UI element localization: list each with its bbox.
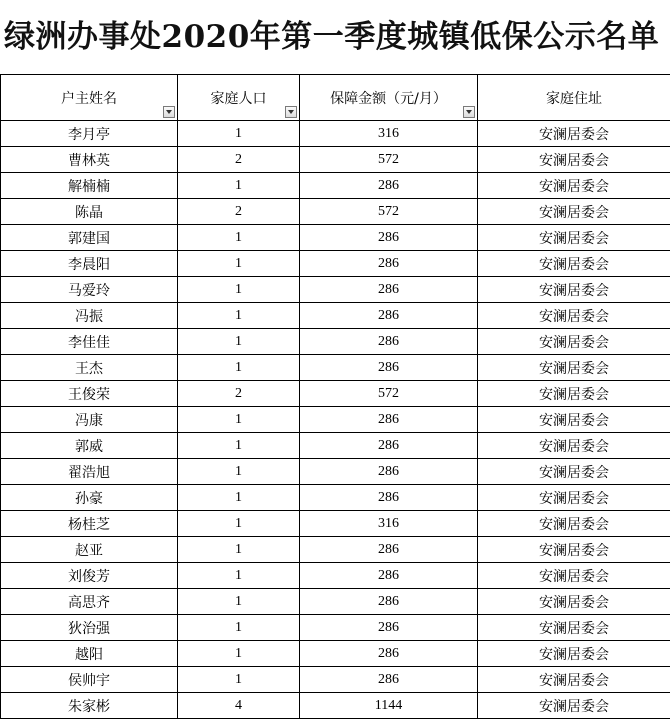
cell-people[interactable]: 1: [178, 615, 300, 641]
column-header-label: 户主姓名: [61, 90, 117, 107]
cell-people[interactable]: 1: [178, 459, 300, 485]
cell-name[interactable]: 侯帅宇: [1, 667, 178, 693]
cell-address[interactable]: 安澜居委会: [478, 303, 670, 329]
cell-amount[interactable]: 286: [300, 277, 478, 303]
cell-address[interactable]: 安澜居委会: [478, 537, 670, 563]
table-row: [1, 251, 670, 277]
cell-address[interactable]: 安澜居委会: [478, 173, 670, 199]
cell-name[interactable]: 越阳: [1, 641, 178, 667]
table-row: [1, 459, 670, 485]
table-row: [1, 173, 670, 199]
table-row: [1, 589, 670, 615]
cell-people[interactable]: 1: [178, 537, 300, 563]
cell-name[interactable]: 解楠楠: [1, 173, 178, 199]
cell-amount[interactable]: 572: [300, 381, 478, 407]
cell-address[interactable]: 安澜居委会: [478, 615, 670, 641]
cell-address[interactable]: 安澜居委会: [478, 563, 670, 589]
cell-amount[interactable]: 286: [300, 563, 478, 589]
cell-amount[interactable]: 286: [300, 641, 478, 667]
cell-address[interactable]: 安澜居委会: [478, 693, 670, 719]
cell-address[interactable]: 安澜居委会: [478, 407, 670, 433]
cell-amount[interactable]: 286: [300, 433, 478, 459]
cell-address[interactable]: 安澜居委会: [478, 225, 670, 251]
cell-name[interactable]: 杨桂芝: [1, 511, 178, 537]
table-row: [1, 485, 670, 511]
cell-amount[interactable]: 286: [300, 329, 478, 355]
table-row: [1, 667, 670, 693]
cell-name[interactable]: 朱家彬: [1, 693, 178, 719]
cell-address[interactable]: 安澜居委会: [478, 641, 670, 667]
cell-address[interactable]: 安澜居委会: [478, 667, 670, 693]
cell-people[interactable]: 1: [178, 277, 300, 303]
cell-address[interactable]: 安澜居委会: [478, 459, 670, 485]
cell-amount[interactable]: 1144: [300, 693, 478, 719]
cell-amount[interactable]: 286: [300, 355, 478, 381]
cell-people[interactable]: 1: [178, 121, 300, 147]
cell-people[interactable]: 1: [178, 251, 300, 277]
cell-address[interactable]: 安澜居委会: [478, 355, 670, 381]
cell-name[interactable]: 狄治强: [1, 615, 178, 641]
cell-people[interactable]: 1: [178, 641, 300, 667]
cell-people[interactable]: 2: [178, 381, 300, 407]
column-header-people: [178, 75, 300, 121]
cell-people[interactable]: 1: [178, 225, 300, 251]
table-row: [1, 277, 670, 303]
cell-amount[interactable]: 286: [300, 537, 478, 563]
filter-dropdown-icon[interactable]: [285, 106, 297, 118]
header-row: [1, 75, 670, 121]
cell-amount[interactable]: 286: [300, 589, 478, 615]
cell-amount[interactable]: 286: [300, 485, 478, 511]
table-row: [1, 381, 670, 407]
cell-name[interactable]: 赵亚: [1, 537, 178, 563]
cell-address[interactable]: 安澜居委会: [478, 277, 670, 303]
cell-people[interactable]: 4: [178, 693, 300, 719]
cell-name[interactable]: 郭建国: [1, 225, 178, 251]
column-header-label: 家庭人口: [210, 90, 267, 107]
cell-name[interactable]: 曹林英: [1, 147, 178, 173]
cell-people[interactable]: 1: [178, 329, 300, 355]
filter-dropdown-icon[interactable]: [163, 106, 175, 118]
data-table: [0, 74, 670, 719]
cell-name[interactable]: 冯康: [1, 407, 178, 433]
table-row: [1, 563, 670, 589]
cell-amount[interactable]: 286: [300, 225, 478, 251]
cell-people[interactable]: 1: [178, 173, 300, 199]
cell-address[interactable]: 安澜居委会: [478, 589, 670, 615]
column-header-address: [478, 75, 670, 121]
cell-amount[interactable]: 286: [300, 173, 478, 199]
cell-amount[interactable]: 286: [300, 251, 478, 277]
table-row: [1, 355, 670, 381]
filter-dropdown-icon[interactable]: [463, 106, 475, 118]
cell-people[interactable]: 2: [178, 147, 300, 173]
cell-address[interactable]: 安澜居委会: [478, 199, 670, 225]
table-row: [1, 693, 670, 719]
cell-name[interactable]: 翟浩旭: [1, 459, 178, 485]
cell-amount[interactable]: 286: [300, 615, 478, 641]
cell-name[interactable]: 马爱玲: [1, 277, 178, 303]
cell-amount[interactable]: 286: [300, 667, 478, 693]
table-row: [1, 511, 670, 537]
table-row: [1, 537, 670, 563]
cell-people[interactable]: 1: [178, 407, 300, 433]
cell-name[interactable]: 陈晶: [1, 199, 178, 225]
cell-amount[interactable]: 286: [300, 407, 478, 433]
table-row: [1, 225, 670, 251]
cell-people[interactable]: 1: [178, 589, 300, 615]
column-header-amount: [300, 75, 478, 121]
cell-people[interactable]: 1: [178, 433, 300, 459]
cell-name[interactable]: 李月亭: [1, 121, 178, 147]
table-row: [1, 121, 670, 147]
cell-name[interactable]: 刘俊芳: [1, 563, 178, 589]
cell-amount[interactable]: 286: [300, 459, 478, 485]
column-header-label: 家庭住址: [546, 90, 602, 107]
table-row: [1, 641, 670, 667]
cell-address[interactable]: 安澜居委会: [478, 381, 670, 407]
column-header-label: 保障金额（元/月）: [330, 90, 447, 107]
cell-amount[interactable]: 316: [300, 121, 478, 147]
column-header-name: [1, 75, 178, 121]
cell-address[interactable]: 安澜居委会: [478, 485, 670, 511]
cell-people[interactable]: 1: [178, 563, 300, 589]
cell-name[interactable]: 高思齐: [1, 589, 178, 615]
table-row: [1, 303, 670, 329]
cell-people[interactable]: 1: [178, 667, 300, 693]
table-row: [1, 407, 670, 433]
cell-people[interactable]: 1: [178, 355, 300, 381]
cell-address[interactable]: 安澜居委会: [478, 147, 670, 173]
cell-address[interactable]: 安澜居委会: [478, 121, 670, 147]
cell-name[interactable]: 郭威: [1, 433, 178, 459]
table-row: [1, 147, 670, 173]
table-row: [1, 199, 670, 225]
cell-amount[interactable]: 572: [300, 147, 478, 173]
cell-people[interactable]: 1: [178, 303, 300, 329]
cell-name[interactable]: 王俊荣: [1, 381, 178, 407]
cell-amount[interactable]: 572: [300, 199, 478, 225]
cell-name[interactable]: 冯振: [1, 303, 178, 329]
cell-amount[interactable]: 316: [300, 511, 478, 537]
cell-address[interactable]: 安澜居委会: [478, 251, 670, 277]
table-row: [1, 615, 670, 641]
cell-name[interactable]: 孙豪: [1, 485, 178, 511]
cell-name[interactable]: 王杰: [1, 355, 178, 381]
cell-name[interactable]: 李佳佳: [1, 329, 178, 355]
cell-address[interactable]: 安澜居委会: [478, 329, 670, 355]
cell-address[interactable]: 安澜居委会: [478, 433, 670, 459]
table-row: [1, 329, 670, 355]
cell-address[interactable]: 安澜居委会: [478, 511, 670, 537]
cell-people[interactable]: 1: [178, 511, 300, 537]
cell-amount[interactable]: 286: [300, 303, 478, 329]
cell-name[interactable]: 李晨阳: [1, 251, 178, 277]
cell-people[interactable]: 1: [178, 485, 300, 511]
cell-people[interactable]: 2: [178, 199, 300, 225]
table-row: [1, 433, 670, 459]
page-title: 绿洲办事处2020年第一季度城镇低保公示名单: [4, 19, 660, 55]
